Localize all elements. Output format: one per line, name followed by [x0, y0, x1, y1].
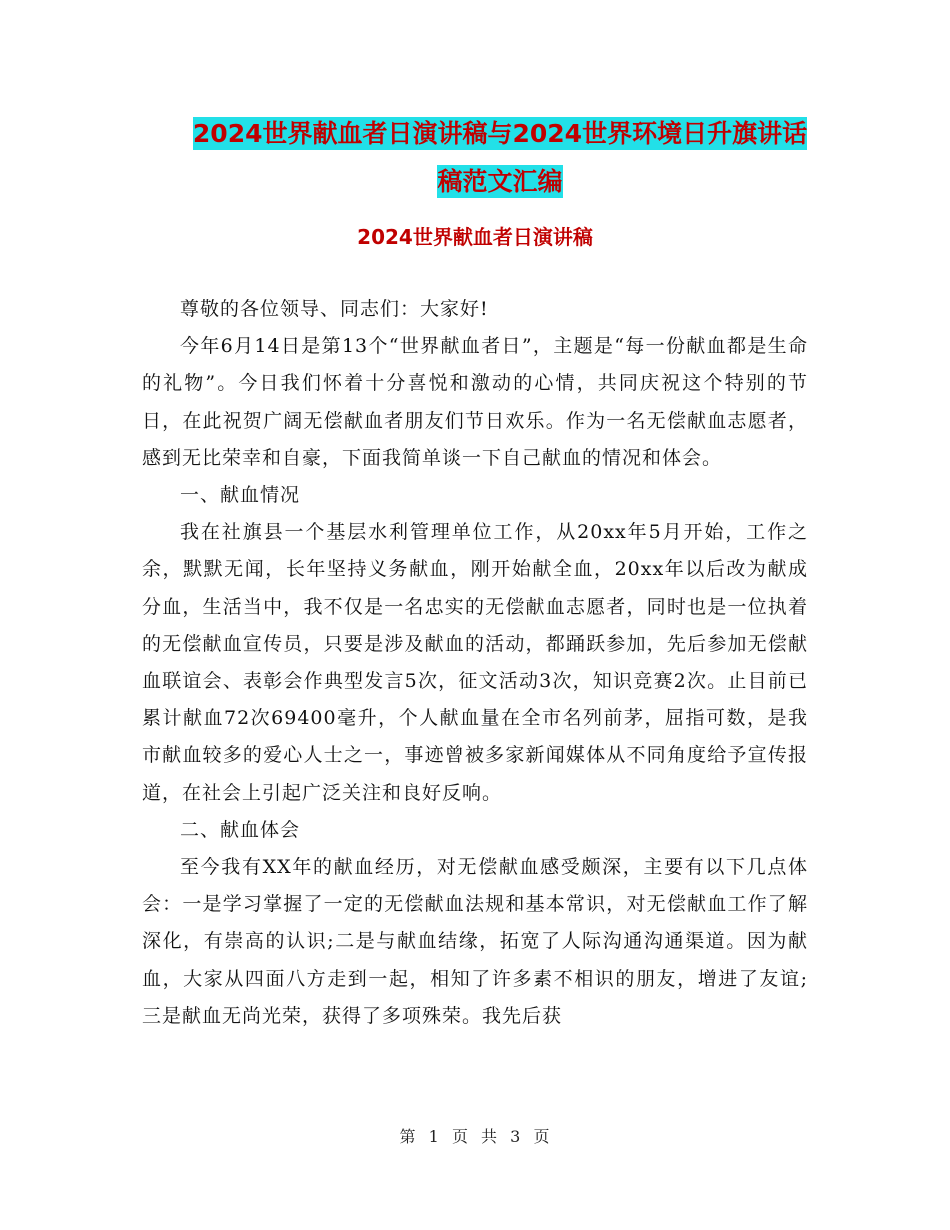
- heading-donation-status: 一、献血情况: [180, 484, 301, 507]
- footer-total-pages: 3: [510, 1127, 522, 1146]
- footer-total-word: 共: [481, 1127, 499, 1146]
- footer-page-word: 第: [399, 1127, 417, 1146]
- page-footer: [0, 1125, 950, 1149]
- donation-status-paragraph: 我在社旗县一个基层水利管理单位工作，从20xx年5月开始，工作之余，默默无闻，长年坚持义务献血，刚开始献全血，20xx年以后改为献成分血，生活当中，我不仅是一名忠实的无偿献血志愿者，同时也是一位执着的无偿献血宣传员，只要是涉及献血的活动，都踊跃参加，先后参加无偿献血联谊会、表彰会作典型发言5次，征文活动3次，知识竞赛2次。止目前已累计献血72次69400毫升，个人献血量在全市名列前茅，屈指可数，是我市献血较多的爱心人士之一，事迹曾被多家新闻媒体从不同角度给予宣传报道，在社会上引起广泛关注和良好反响。: [142, 521, 808, 804]
- document-body: [142, 291, 808, 1035]
- footer-page-number: 1: [428, 1127, 440, 1146]
- donation-experience-paragraph: 至今我有XX年的献血经历，对无偿献血感受颇深，主要有以下几点体会：一是学习掌握了一定的无偿献血法规和基本常识，对无偿献血工作了解深化，有崇高的认识;二是与献血结缘，拓宽了人际沟通沟通渠道。因为献血，大家从四面八方走到一起，相知了许多素不相识的朋友，增进了友谊;三是献血无尚光荣，获得了多项殊荣。我先后获: [142, 856, 808, 1027]
- title-line-1: 2024世界献血者日演讲稿与2024世界环境日升旗讲话: [192, 119, 808, 148]
- document-title: [140, 110, 860, 206]
- intro-paragraph: 今年6月14日是第13个“世界献血者日”，主题是“每一份献血都是生命的礼物”。今日我们怀着十分喜悦和激动的心情，共同庆祝这个特别的节日，在此祝贺广阔无偿献血者朋友们节日欢乐。作为一名无偿献血志愿者，感到无比荣幸和自豪，下面我简单谈一下自己献血的情况和体会。: [142, 335, 808, 469]
- title-line-2: 稿范文汇编: [437, 167, 563, 196]
- heading-donation-experience: 二、献血体会: [180, 818, 301, 841]
- footer-total-unit: 页: [533, 1127, 551, 1146]
- section-title: 2024世界献血者日演讲稿: [357, 225, 593, 249]
- greeting-paragraph: 尊敬的各位领导、同志们：大家好!: [180, 298, 489, 320]
- footer-page-unit: 页: [451, 1127, 469, 1146]
